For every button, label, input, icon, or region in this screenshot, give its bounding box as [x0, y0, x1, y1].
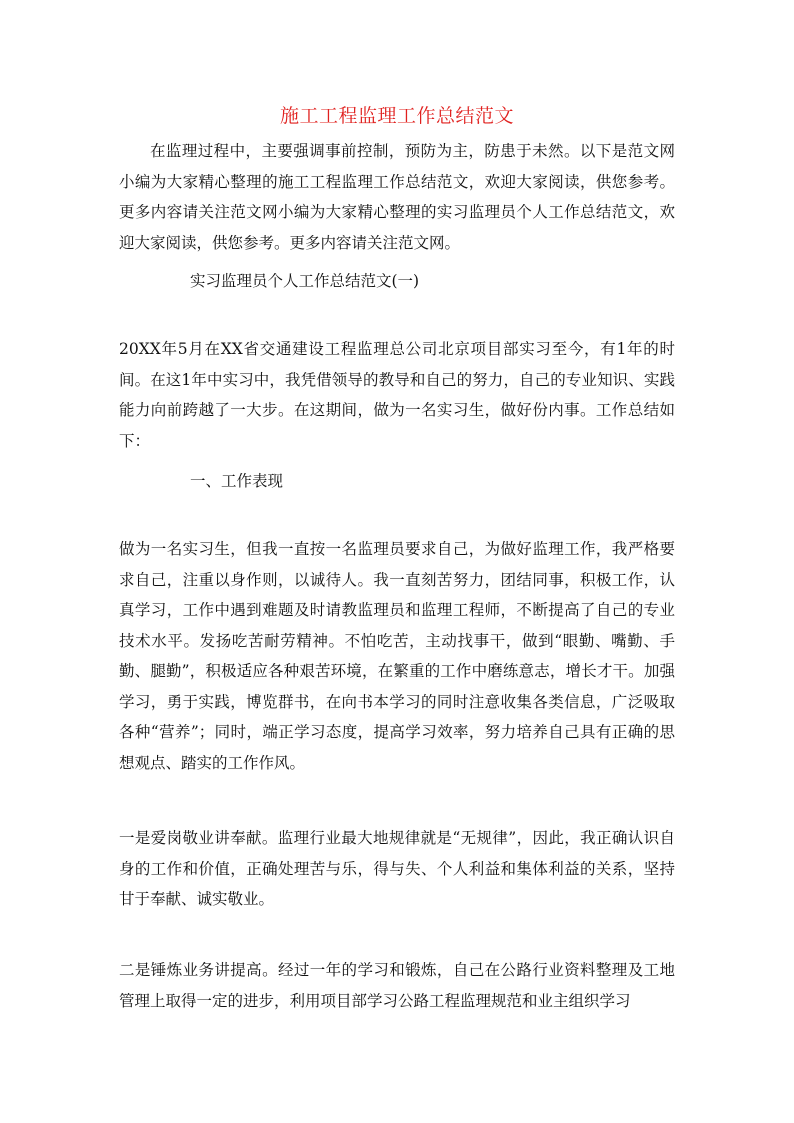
- subtitle: 实习监理员个人工作总结范文(一): [190, 272, 420, 290]
- document-title: 施工工程监理工作总结范文: [279, 105, 514, 127]
- paragraph-3: 一是爱岗敬业讲奉献。监理行业最大地规律就是“无规律”，因此，我正确认识自身的工作和价值，正确处理苦与乐，得与失、个人利益和集体利益的关系，坚持甘于奉献、诚实敬业。: [119, 829, 675, 908]
- paragraph-1: 20XX年5月在XX省交通建设工程监理总公司北京项目部实习至今，有1年的时间。在这1年中实习中，我凭借领导的教导和自己的努力，自己的专业知识、实践能力向前跨越了一大步。在这期间，做为一名实习生，做好份内事。工作总结如下：: [119, 340, 675, 450]
- intro-paragraph: 在监理过程中，主要强调事前控制，预防为主，防患于未然。以下是范文网小编为大家精心整理的施工工程监理工作总结范文，欢迎大家阅读，供您参考。更多内容请关注范文网小编为大家精心整理的实习监理员个人工作总结范文，欢迎大家阅读，供您参考。更多内容请关注范文网。: [119, 142, 675, 252]
- section-heading-1: 一、工作表现: [190, 472, 284, 490]
- paragraph-2: 做为一名实习生，但我一直按一名监理员要求自己，为做好监理工作，我严格要求自己，注重以身作则，以诚待人。我一直刻苦努力，团结同事，积极工作，认真学习，工作中遇到难题及时请教监理员和监理工程师，不断提高了自己的专业技术水平。发扬吃苦耐劳精神。不怕吃苦，主动找事干，做到“眼勤、嘴勤、手勤、腿勤”，积极适应各种艰苦环境，在繁重的工作中磨练意志，增长才干。加强学习，勇于实践，博览群书，在向书本学习的同时注意收集各类信息，广泛吸取各种“营养”；同时，端正学习态度，提高学习效率，努力培养自己具有正确的思想观点、踏实的工作作风。: [119, 540, 675, 772]
- paragraph-4: 二是锤炼业务讲提高。经过一年的学习和锻炼，自己在公路行业资料整理及工地管理上取得一定的进步，利用项目部学习公路工程监理规范和业主组织学习: [119, 961, 675, 1010]
